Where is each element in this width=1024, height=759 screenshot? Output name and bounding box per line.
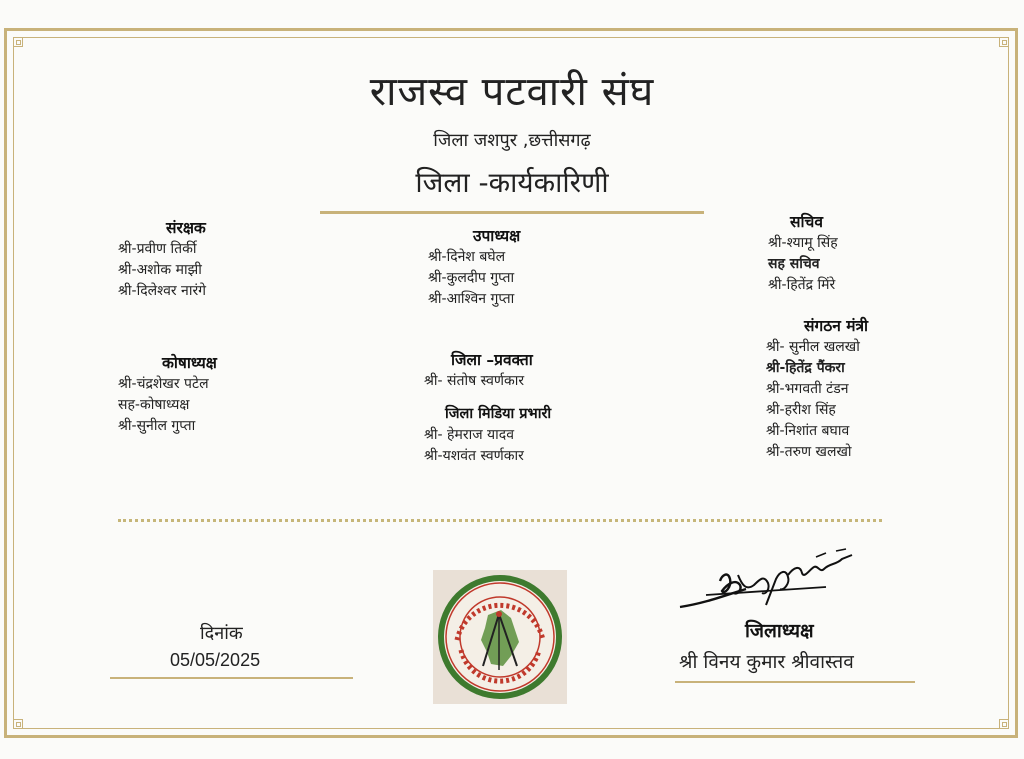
list-item: श्री-हितेंद्र मिंरे bbox=[768, 277, 836, 293]
list-item: श्री-आश्विन गुप्ता bbox=[428, 291, 515, 307]
spokesperson-block bbox=[424, 350, 533, 392]
committee-heading: जिला -कार्यकारिणी bbox=[415, 166, 609, 199]
spokesperson-heading: जिला –प्रवक्ता bbox=[451, 351, 533, 369]
list-item: श्री-अशोक माझी bbox=[118, 262, 202, 278]
org-minister-block bbox=[766, 316, 868, 463]
list-item: श्री-निशांत बघाव bbox=[766, 423, 850, 439]
patron-heading: संरक्षक bbox=[166, 219, 206, 237]
list-item: श्री-प्रवीण तिर्की bbox=[118, 241, 197, 257]
signatory-role: जिलाध्यक्ष bbox=[745, 620, 814, 642]
org-minister-heading: संगठन मंत्री bbox=[804, 317, 869, 335]
date-value: 05/05/2025 bbox=[170, 650, 261, 670]
vice-president-block bbox=[428, 226, 520, 310]
co-secretary-heading: सह सचिव bbox=[768, 256, 820, 272]
list-item: श्री- सुनील खलखो bbox=[766, 339, 860, 355]
vp-heading: उपाध्यक्ष bbox=[473, 227, 521, 245]
signatory-name: श्री विनय कुमार श्रीवास्तव bbox=[679, 651, 854, 673]
secretary-block bbox=[768, 212, 838, 296]
seal-emblem-icon bbox=[433, 570, 567, 704]
corner-ornament bbox=[999, 719, 1009, 729]
corner-ornament bbox=[13, 37, 23, 47]
patron-block bbox=[118, 218, 206, 302]
secretary-heading: सचिव bbox=[790, 213, 823, 231]
signature-underline bbox=[675, 681, 915, 683]
corner-ornament bbox=[13, 719, 23, 729]
association-seal bbox=[433, 570, 567, 704]
district-subtitle: जिला जशपुर ,छत्तीसगढ़ bbox=[433, 130, 591, 151]
co-treasurer-label: सह-कोषाध्यक्ष bbox=[118, 397, 190, 413]
heading-divider bbox=[320, 211, 704, 214]
handwritten-signature bbox=[676, 545, 876, 619]
treasurer-block bbox=[118, 353, 217, 437]
list-item: श्री-सुनील गुप्ता bbox=[118, 418, 196, 434]
date-underline bbox=[110, 677, 353, 679]
organization-title: राजस्व पटवारी संघ bbox=[369, 69, 655, 115]
list-item: श्री-तरुण खलखो bbox=[766, 444, 852, 460]
list-item: श्री-श्यामू सिंह bbox=[768, 235, 838, 251]
list-item: श्री-यशवंत स्वर्णकार bbox=[424, 448, 524, 464]
media-block bbox=[424, 404, 551, 467]
list-item: श्री-हितेंद्र पैंकरा bbox=[766, 360, 845, 376]
list-item: श्री-कुलदीप गुप्ता bbox=[428, 270, 515, 286]
dotted-separator bbox=[118, 519, 882, 525]
list-item: श्री-भगवती टंडन bbox=[766, 381, 849, 397]
list-item: श्री- संतोष स्वर्णकार bbox=[424, 373, 525, 389]
treasurer-heading: कोषाध्यक्ष bbox=[162, 354, 217, 372]
list-item: श्री-दिनेश बघेल bbox=[428, 249, 506, 265]
list-item: श्री- हेमराज यादव bbox=[424, 427, 514, 443]
media-heading: जिला मिडिया प्रभारी bbox=[445, 406, 552, 422]
corner-ornament bbox=[999, 37, 1009, 47]
list-item: श्री-हरीश सिंह bbox=[766, 402, 836, 418]
list-item: श्री-दिलेश्वर नारंगे bbox=[118, 283, 207, 299]
date-label: दिनांक bbox=[200, 623, 243, 644]
list-item: श्री-चंद्रशेखर पटेल bbox=[118, 376, 209, 392]
